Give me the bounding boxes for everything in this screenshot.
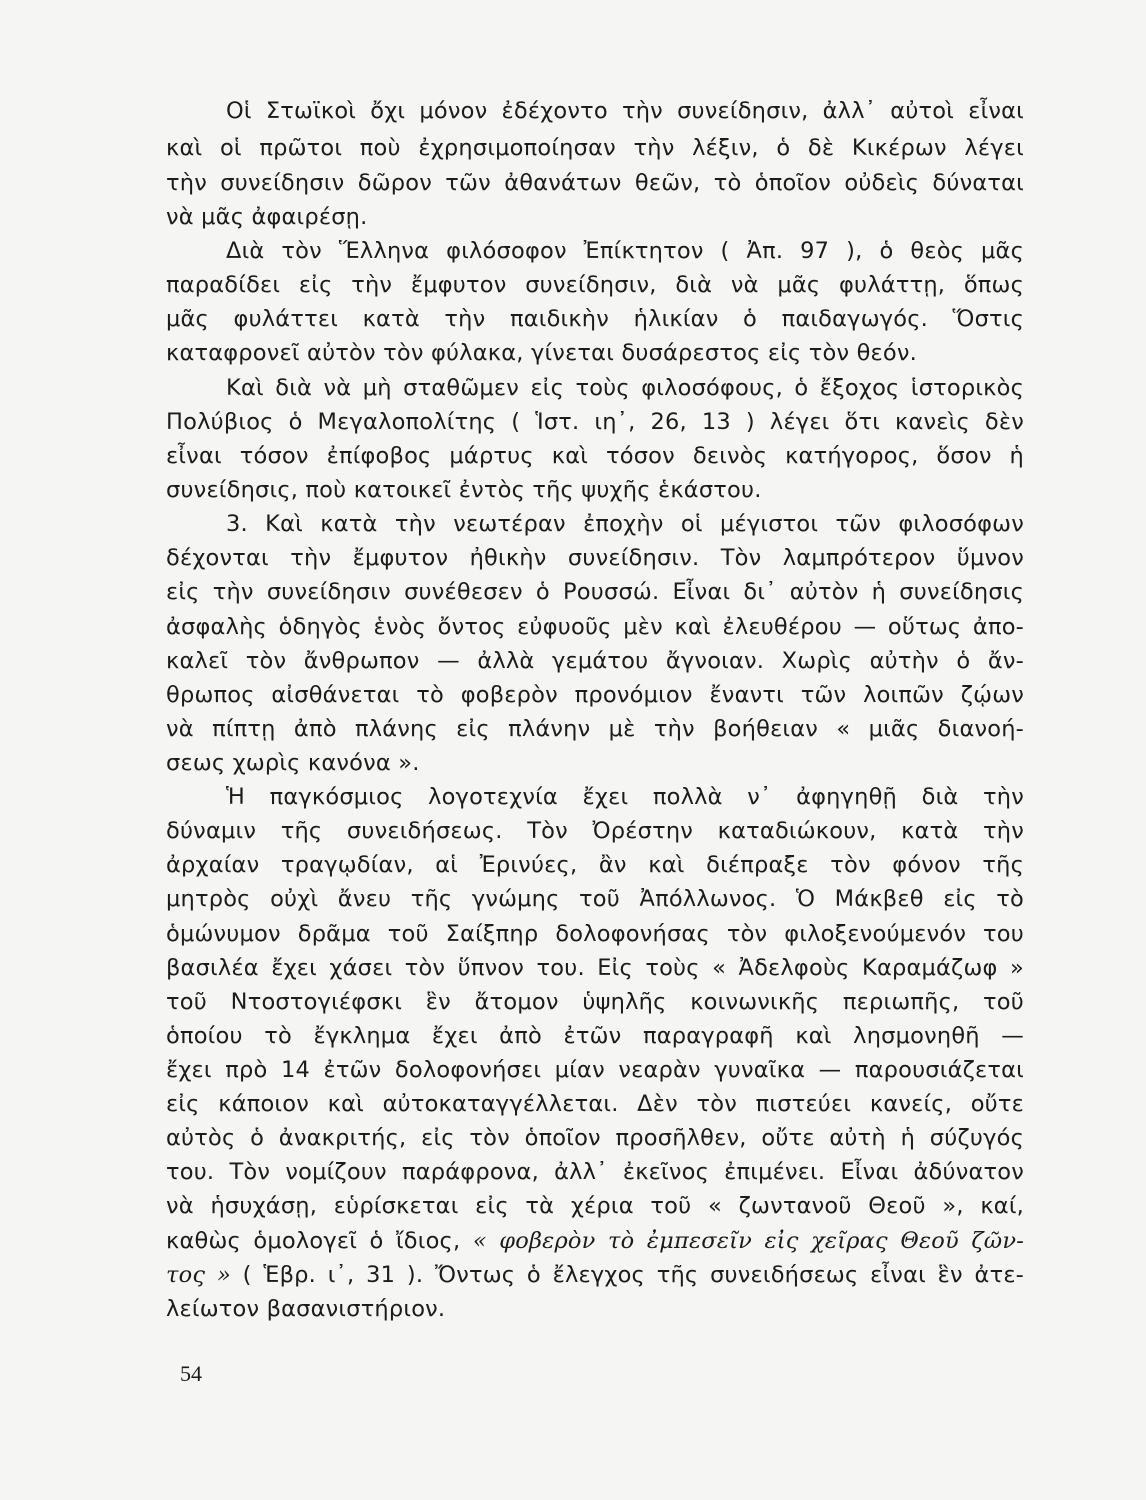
text-line: νὰ ἡσυχάσῃ, εὑρίσκεται εἰς τὰ χέρια τοῦ « ζωντανοῦ Θεοῦ », καί, (166, 1193, 1024, 1219)
text-line: ἀρχαίαν τραγῳδίαν, αἱ Ἐρινύες, ἂν καὶ διέπραξε τὸν φόνον τῆς (166, 852, 1024, 878)
text-line: καταφρονεῖ αὐτὸν τὸν φύλακα, γίνεται δυσάρεστος εἰς τὸν θεόν. (166, 340, 918, 366)
text-line: τοῦ Ντοστογιέφσκι ἓν ἄτομον ὑψηλῆς κοινωνικῆς περιωπῆς, τοῦ (166, 989, 1024, 1015)
text-line: παραδίδει εἰς τὴν ἔμφυτον συνείδησιν, διὰ νὰ μᾶς φυλάττῃ, ὅπως (166, 272, 1024, 298)
text-line: σεως χωρὶς κανόνα ». (166, 750, 420, 776)
text-line: εἰς κάποιον καὶ αὐτοκαταγγέλλεται. Δὲν τὸν πιστεύει κανείς, οὔτε (166, 1091, 1024, 1117)
text-line: νὰ πίπτῃ ἀπὸ πλάνης εἰς πλάνην μὲ τὴν βοήθειαν « μιᾶς διανοή- (166, 716, 1024, 742)
text-segment: καθὼς ὁμολογεῖ ὁ ἴδιος, (166, 1228, 473, 1254)
text-line: καὶ οἱ πρῶτοι ποὺ ἐχρησιμοποίησαν τὴν λέξιν, ὁ δὲ Κικέρων λέγει (166, 135, 1024, 161)
text-line: συνείδησις, ποὺ κατοικεῖ ἐντὸς τῆς ψυχῆς ἑκάστου. (166, 477, 762, 503)
text-line: ὁποίου τὸ ἔγκλημα ἔχει ἀπὸ ἐτῶν παραγραφῆ καὶ λησμονηθῆ — (166, 1023, 1024, 1049)
text-line: καλεῖ τὸν ἄνθρωπον — ἀλλὰ γεμάτου ἄγνοιαν. Χωρὶς αὐτὴν ὁ ἄν- (166, 648, 1024, 674)
text-line: Οἱ Στωϊκοὶ ὄχι μόνον ἐδέχοντο τὴν συνείδησιν, ἀλλ᾽ αὐτοὶ εἶναι (226, 98, 1024, 124)
text-line (166, 1230, 1024, 1253)
text-line: αὐτὸς ὁ ἀνακριτής, εἰς τὸν ὁποῖον προσῆλθεν, οὔτε αὐτὴ ἡ σύζυγός (166, 1125, 1024, 1151)
text-line: εἶναι τόσον ἐπίφοβος μάρτυς καὶ τόσον δεινὸς κατήγορος, ὅσον ἡ (166, 443, 1024, 469)
text-line: βασιλέα ἔχει χάσει τὸν ὕπνον του. Εἰς τοὺς « Ἀδελφοὺς Καραμάζωφ » (166, 955, 1024, 981)
text-line: λείωτον βασανιστήριον. (166, 1296, 446, 1322)
text-line: νὰ μᾶς ἀφαιρέσῃ. (166, 204, 368, 230)
section-line: 3. Καὶ κατὰ τὴν νεωτέραν ἐποχὴν οἱ μέγιστοι τῶν φιλοσόφων (226, 511, 1024, 537)
text-line: μᾶς φυλάττει κατὰ τὴν παιδικὴν ἡλικίαν ὁ παιδαγωγός. Ὅστις (166, 306, 1024, 332)
text-line: θρωπος αἰσθάνεται τὸ φοβερὸν προνόμιον ἔναντι τῶν λοιπῶν ζῴων (166, 682, 1024, 708)
text-line: του. Τὸν νομίζουν παράφρονα, ἀλλ᾽ ἐκεῖνος ἐπιμένει. Εἶναι ἀδύνατον (166, 1159, 1024, 1185)
text-line: τὴν συνείδησιν δῶρον τῶν ἀθανάτων θεῶν, τὸ ὁποῖον οὐδεὶς δύναται (166, 170, 1024, 196)
text-line: Καὶ διὰ νὰ μὴ σταθῶμεν εἰς τοὺς φιλοσόφους, ὁ ἔξοχος ἱστορικὸς (226, 375, 1024, 401)
text-line: ὁμώνυμον δρᾶμα τοῦ Σαίξπηρ δολοφονήσας τὸν φιλοξενούμενόν του (166, 921, 1024, 947)
text-line: δέχονται τὴν ἔμφυτον ἠθικὴν συνείδησιν. Τὸν λαμπρότερον ὕμνον (166, 545, 1024, 571)
text-line: ἀσφαλὴς ὁδηγὸς ἑνὸς ὄντος εὐφυοῦς μὲν καὶ ἐλευθέρου — οὕτως ἀπο- (166, 614, 1024, 640)
text-line: ἔχει πρὸ 14 ἐτῶν δολοφονήσει μίαν νεαρὰν γυναῖκα — παρουσιάζεται (166, 1057, 1024, 1083)
text-line: μητρὸς οὐχὶ ἄνευ τῆς γνώμης τοῦ Ἀπόλλωνος. Ὁ Μάκβεθ εἰς τὸ (166, 886, 1024, 912)
text-line: δύναμιν τῆς συνειδήσεως. Τὸν Ὀρέστην καταδιώκουν, κατὰ τὴν (166, 818, 1024, 844)
italic-quote: « φοβερὸν τὸ ἐμπεσεῖν εἰς χεῖρας Θεοῦ ζῶν- (472, 1228, 1025, 1254)
text-line: Διὰ τὸν Ἕλληνα φιλόσοφον Ἐπίκτητον ( Ἀπ. 97 ), ὁ θεὸς μᾶς (226, 238, 1024, 264)
page-number: 54 (180, 1361, 202, 1386)
text-line: εἰς τὴν συνείδησιν συνέθεσεν ὁ Ρουσσώ. Εἶναι δι᾽ αὐτὸν ἡ συνείδησις (166, 579, 1024, 605)
text-segment: ( Ἑβρ. ι᾽, 31 ). Ὄντως ὁ ἔλεγχος τῆς συνειδήσεως εἶναι ἓν ἀτε- (230, 1262, 1024, 1288)
text-line (166, 1264, 1024, 1287)
text-line: Πολύβιος ὁ Μεγαλοπολίτης ( Ἱστ. ιη᾽, 26, 13 ) λέγει ὅτι κανεὶς δὲν (166, 409, 1024, 435)
text-line: Ἡ παγκόσμιος λογοτεχνία ἔχει πολλὰ ν᾽ ἀφηγηθῇ διὰ τὴν (226, 784, 1024, 810)
italic-quote: τος » (166, 1262, 231, 1288)
